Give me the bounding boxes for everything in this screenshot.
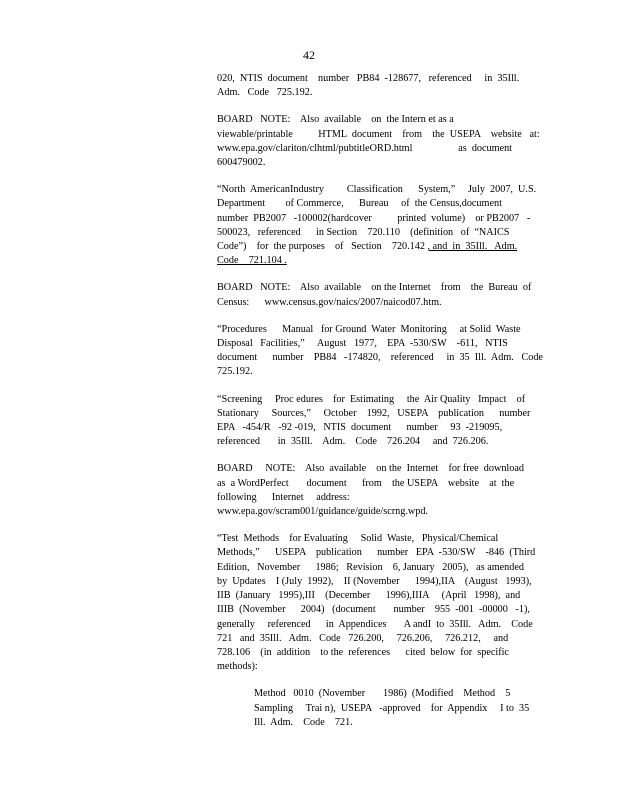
text-line: “Procedures Manual for Ground Water Monitoring at Solid Waste: [217, 323, 521, 335]
text-segment: Code”) for the purposes of Section 720.142: [217, 241, 428, 253]
paragraph-test-methods: [217, 532, 538, 674]
paragraph-method-0010: [254, 687, 538, 730]
text-line: Adm. Code 725.192.: [217, 87, 313, 99]
paragraph-groundwater-manual: [217, 323, 543, 380]
text-line: referenced in 35Ill. Adm. Code 726.204 and 726.206.: [217, 436, 489, 448]
text-line: as a WordPerfect document from the USEPA website at the: [217, 477, 515, 489]
text-line: Sampling Trai n), USEPA -approved for Appendix I to 35: [254, 702, 530, 714]
text-line: IIB (January 1995),III (December 1996),IIIA (April 1998), and: [217, 590, 521, 602]
text-line: 500023, referenced in Section 720.110 (definition of “NAICS: [217, 226, 510, 238]
document-body: [217, 72, 543, 743]
text-line: generally referenced in Appendices A andI to 35Ill. Adm. Code: [217, 618, 533, 630]
text-line: “Test Methods for Evaluating Solid Waste, Physical/Chemical: [217, 533, 499, 545]
page-number: 42: [303, 48, 315, 62]
text-line: Method 0010 (November 1986) (Modified Method 5: [254, 688, 511, 700]
text-line: number PB2007 -100002(hardcover printed volume) or PB2007 -: [217, 212, 531, 224]
paragraph-ntis-continuation: [217, 72, 538, 100]
text-line: BOARD NOTE: Also available on the Intern et as a: [217, 114, 454, 126]
text-line: www.epa.gov/scram001/guidance/guide/scrng.wpd.: [217, 506, 428, 518]
paragraph-board-note-census: [217, 281, 538, 309]
text-line: “Screening Proc edures for Estimating the Air Quality Impact of: [217, 393, 526, 405]
text-line: by Updates I (July 1992), II (November 1994),IIA (August 1993),: [217, 575, 532, 587]
text-line: www.epa.gov/clariton/clhtml/pubtitleORD.html as document: [217, 142, 513, 154]
text-line: 725.192.: [217, 366, 253, 378]
text-line: Disposal Facilities,” August 1977, EPA -530/SW -611, NTIS: [217, 338, 508, 350]
text-line: [217, 254, 538, 268]
text-line: BOARD NOTE: Also available on the Internet for free download: [217, 463, 524, 475]
text-line: following Internet address:: [217, 491, 350, 503]
amended-text: Code 721.104: [217, 255, 282, 267]
paragraph-naics: [217, 183, 538, 268]
text-line: Department of Commerce, Bureau of the Census,document: [217, 198, 502, 210]
text-line: Ill. Adm. Code 721.: [254, 716, 353, 728]
text-line: 020, NTIS document number PB84 -128677, referenced in 35Ill.: [217, 73, 520, 84]
text-line: 728.106 (in addition to the references cited below for specific: [217, 646, 509, 658]
text-line: Stationary Sources,” October 1992, USEPA publication number: [217, 407, 531, 419]
text-line: methods):: [217, 661, 258, 673]
text-line: 600479002.: [217, 157, 266, 169]
text-line: EPA -454/R -92 -019, NTIS document number 93 -219095,: [217, 422, 503, 434]
text-line: [217, 240, 538, 254]
text-line: Methods,” USEPA publication number EPA -530/SW -846 (Third: [217, 547, 536, 559]
text-line: Census: www.census.gov/naics/2007/naicod07.htm.: [217, 296, 442, 308]
text-line: IIIB (November 2004) (document number 955 -001 -00000 -1),: [217, 604, 530, 616]
paragraph-board-note-scram: [217, 462, 538, 519]
text-line: 721 and 35Ill. Adm. Code 726.200, 726.206, 726.212, and: [217, 632, 509, 644]
paragraph-board-note-clariton: [217, 113, 538, 170]
text-line: BOARD NOTE: Also available on the Internet from the Bureau of: [217, 282, 532, 294]
amended-text: .: [281, 255, 287, 267]
text-line: viewable/printable HTML document from the USEPA website at:: [217, 128, 540, 140]
paragraph-screening-procedures: [217, 393, 538, 450]
amended-text: , and in 35Ill. Adm.: [427, 241, 518, 253]
text-line: “North AmericanIndustry Classification System,” July 2007, U.S.: [217, 184, 537, 196]
text-line: Edition, November 1986; Revision 6, January 2005), as amended: [217, 561, 524, 573]
text-line: document number PB84 -174820, referenced in 35 Ill. Adm. Code: [217, 352, 543, 364]
